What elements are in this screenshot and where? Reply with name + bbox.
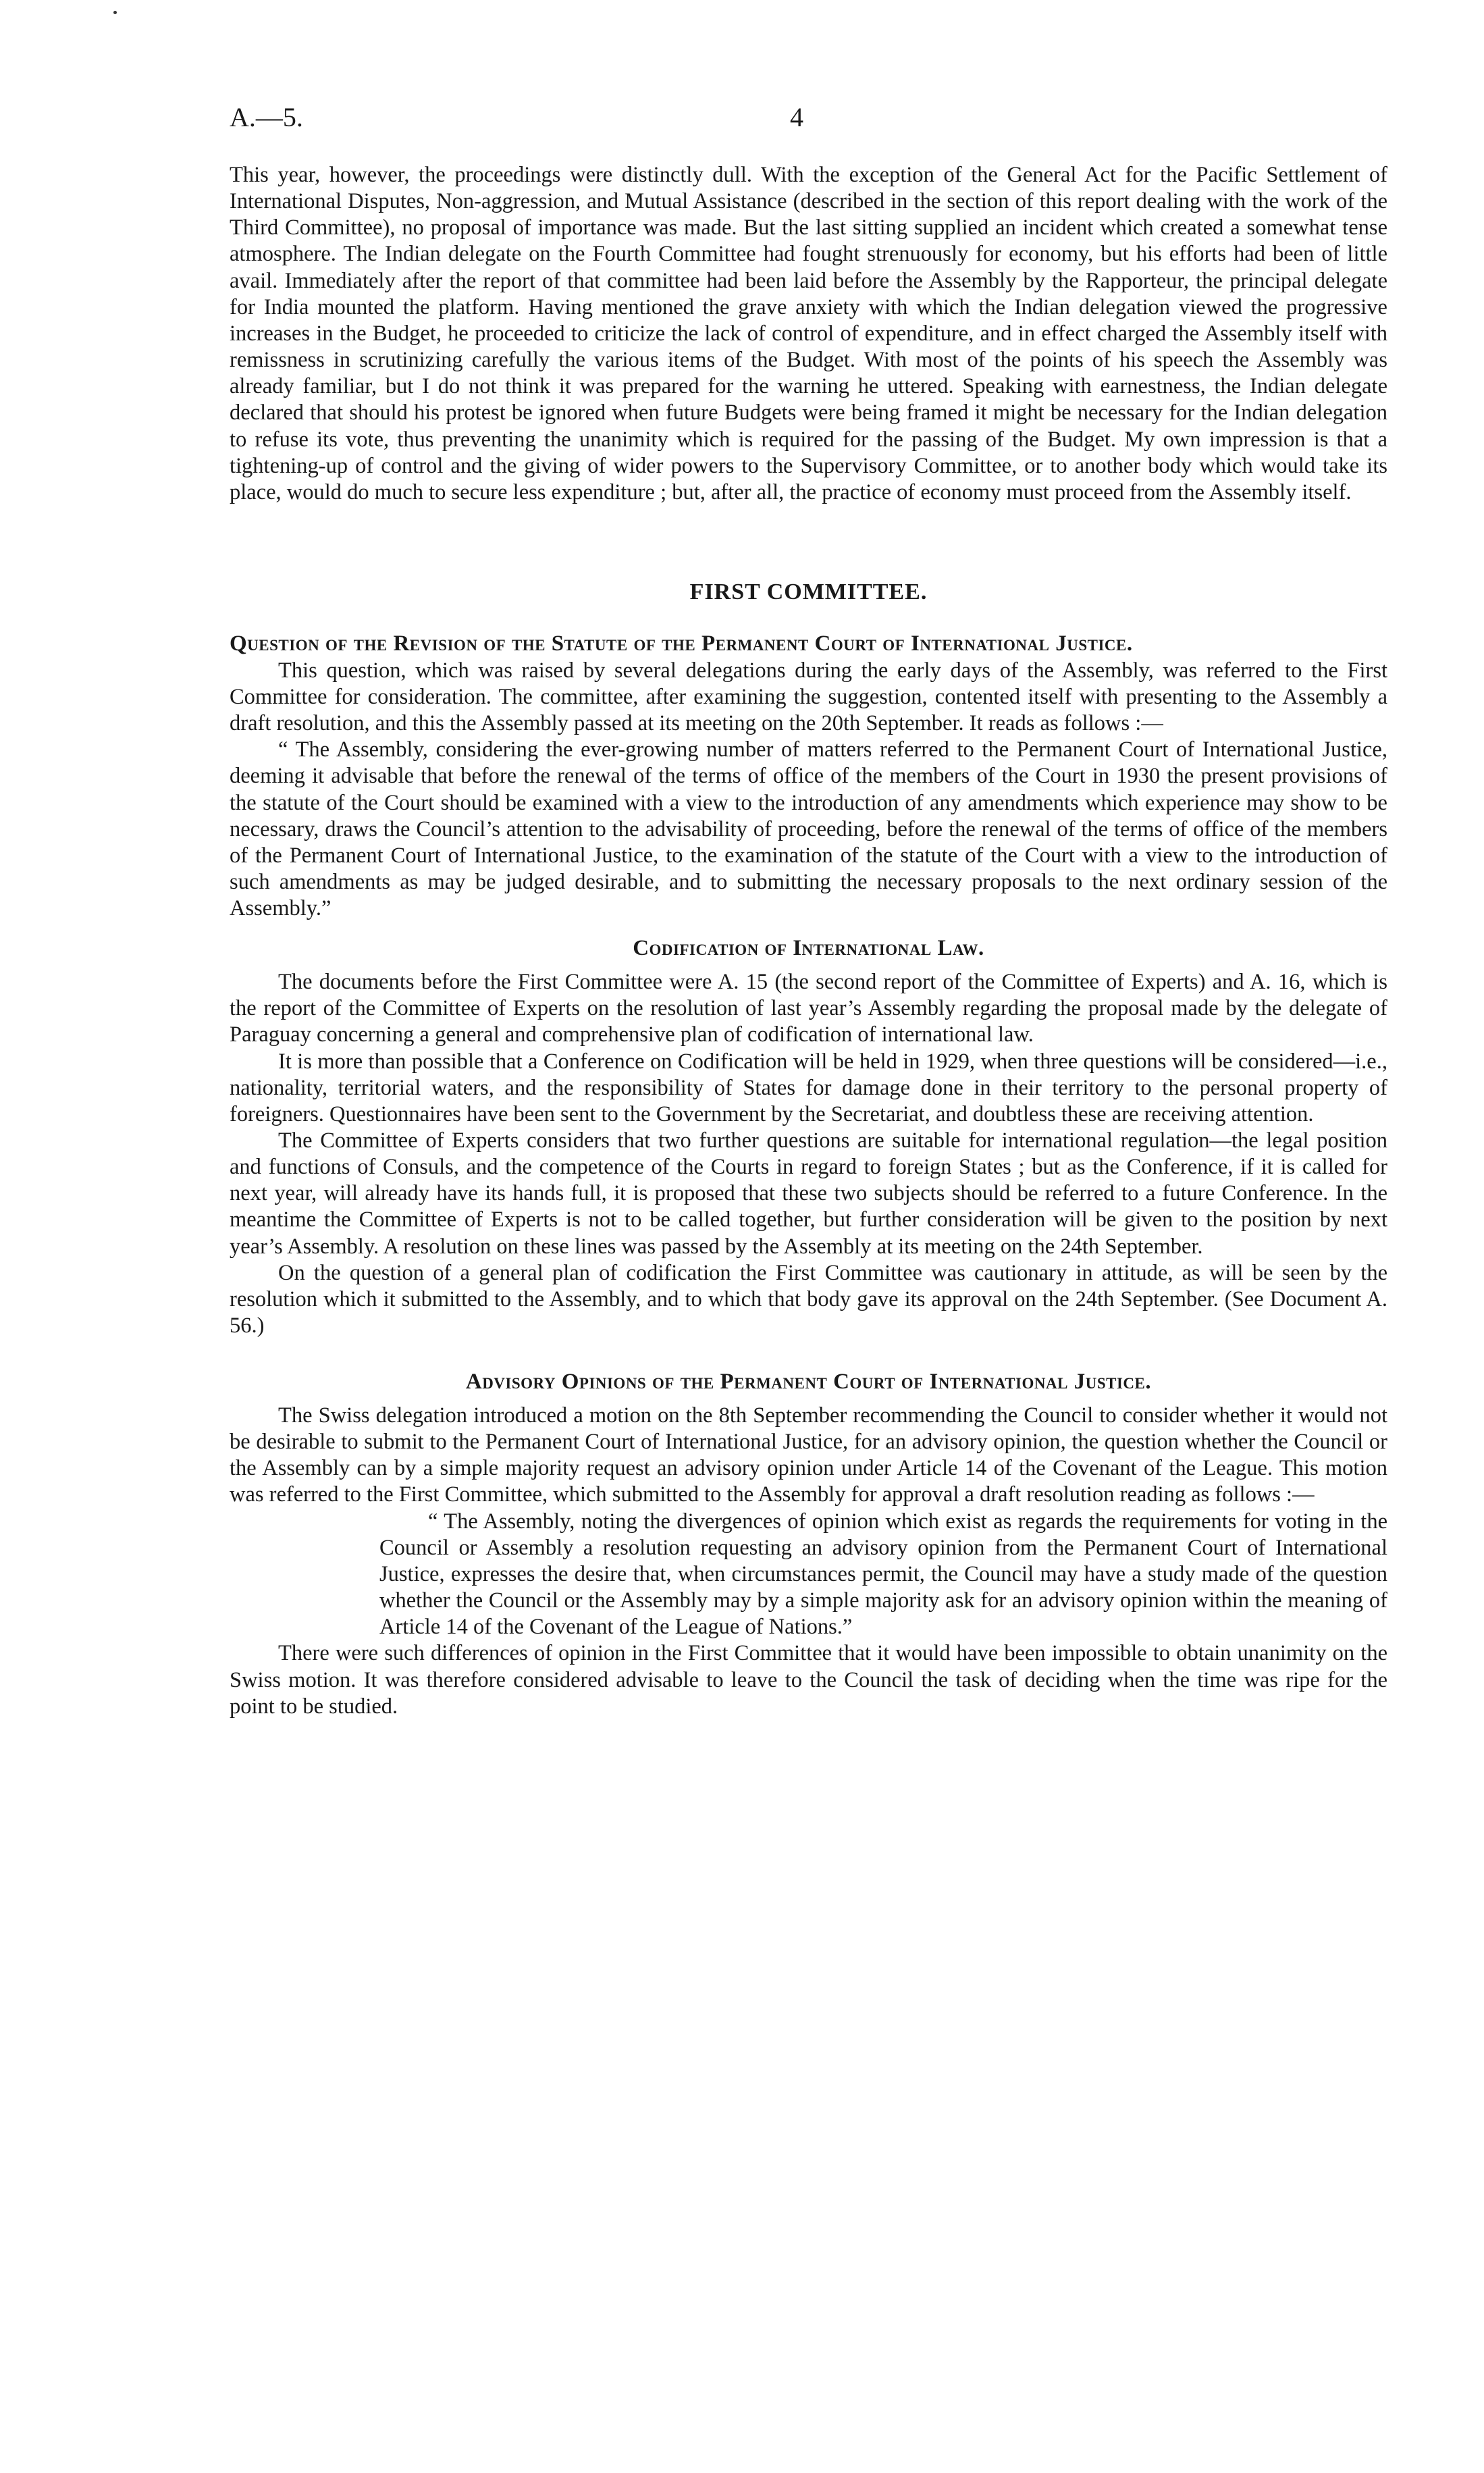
page-header [230, 101, 1377, 142]
intro-paragraph: This year, however, the proceedings were distinctly dull. With the exception of the General Act for the Pacific Settlement of International Disputes, Non-aggression, and Mutual Assistance (described in the section of this report dealing with the work of the Third Committee), no proposal of importance was made. But the last sitting supplied an incident which created a somewhat tense atmosphere. The Indian delegate on the Fourth Committee had fought strenuously for economy, but his efforts had been of little avail. Immediately after the report of that committee had been laid before the Assembly by the Rapporteur, the principal delegate for India mounted the platform. Having mentioned the grave anxiety with which the Indian delegation viewed the progressive increases in the Budget, he proceeded to criticize the lack of control of expenditure, and in effect charged the Assembly itself with remissness in scrutinizing carefully the various items of the Budget. With most of the points of his speech the Assembly was already familiar, but I do not think it was prepared for the warning he uttered. Speaking with earnestness, the Indian delegate declared that should his protest be ignored when future Budgets were being framed it might be necessary for the Indian delegation to refuse its vote, thus preventing the unanimity which is required for the passing of the Budget. My own impression is that a tightening-up of control and the giving of wider powers to the Supervisory Committee, or to another body which would take its place, would do much to secure less expenditure ; but, after all, the practice of economy must proceed from the Assembly itself. [230, 163, 1387, 504]
codification-paragraph: On the question of a general plan of codification the First Committee was cautionary in attitude, as will be seen by the resolution which it submitted to the Assembly, and to which that body gave its approval on the 24th September. (See Document A. 56.) [230, 1260, 1387, 1338]
advisory-paragraph: The Swiss delegation introduced a motion on the 8th September recommending the Council to consider whether it would not be desirable to submit to the Permanent Court of International Justice, for an advisory opinion, the question whether the Council or the Assembly can by a simple majority request an advisory opinion under Article 14 of the Covenant of the League. This motion was referred to the First Committee, which submitted to the Assembly for approval a draft resolution reading as follows :— [230, 1403, 1387, 1507]
codification-paragraph: The documents before the First Committee were A. 15 (the second report of the Committee of Experts) and A. 16, which is the report of the Committee of Experts on the resolution of last year’s Assembly regarding the proposal made by the delegate of Paraguay concerning a general and comprehensive plan of codification of international law. [230, 970, 1387, 1047]
advisory-closing-paragraph: There were such differences of opinion in the First Committee that it would have been impossible to obtain unanimity on the Swiss motion. It was therefore considered advisable to leave to the Council the task of deciding when the time was ripe for the point to be studied. [230, 1641, 1387, 1719]
section-heading-first-committee: FIRST COMMITTEE. [689, 579, 928, 605]
codification-paragraph: The Committee of Experts considers that two further questions are suitable for international regulation—the legal position and functions of Consuls, and the competence of the Courts in regard to foreign States ; but as the Conference, if it is called for next year, will already have its hands full, it is proposed that these two subjects should be referred to a future Conference. In the meantime the Committee of Experts is not to be called together, but further consideration will be given to the position by next year’s Assembly. A resolution on these lines was passed by the Assembly at its meeting on the 24th September. [230, 1128, 1387, 1259]
subheading-advisory-opinions: Advisory Opinions of the Permanent Court of International Justice. [465, 1370, 1152, 1395]
page-body [230, 162, 1387, 1720]
advisory-resolution-quote: “ The Assembly, noting the divergences of opinion which exist as regards the requirements for voting in the Council or Assembly a resolution requesting an advisory opinion from the Permanent Court of International Justice, expresses the desire that, when circumstances permit, the Council may have a study made of the question whether the Council or the Assembly may by a simple majority ask for an advisory opinion within the meaning of Article 14 of the Covenant of the League of Nations.” [379, 1509, 1387, 1640]
revision-resolution-quote: “ The Assembly, considering the ever-growing number of matters referred to the Permanent Court of International Justice, deeming it advisable that before the renewal of the terms of office of the members of the Court in 1930 the present provisions of the statute of the Court should be examined with a view to the introduction of any amendments which experience may show to be necessary, draws the Council’s attention to the advisability of proceeding, before the renewal of the terms of office of the members of the Permanent Court of International Justice, to the examination of the statute of the Court with a view to the introduction of such amendments as may be judged desirable, and to submitting the necessary proposals to the next ordinary session of the Assembly.” [230, 737, 1387, 921]
revision-paragraph: This question, which was raised by several delegations during the early days of the Assembly, was referred to the First Committee for consideration. The committee, after examining the suggestion, contented itself with presenting to the Assembly a draft resolution, and this the Assembly passed at its meeting on the 20th September. It reads as follows :— [230, 658, 1387, 736]
subheading-revision-statute: Question of the Revision of the Statute of the Permanent Court of International Justice. [230, 631, 1133, 656]
page-number: 4 [790, 102, 803, 132]
scan-mark [113, 11, 117, 14]
codification-paragraph: It is more than possible that a Conference on Codification will be held in 1929, when three questions will be considered—i.e., nationality, territorial waters, and the responsibility of States for damage done in their territory to the personal property of foreigners. Questionnaires have been sent to the Government by the Secretariat, and doubtless these are receiving attention. [230, 1049, 1387, 1126]
document-reference: A.—5. [230, 102, 303, 132]
subheading-codification: Codification of International Law. [633, 936, 984, 961]
